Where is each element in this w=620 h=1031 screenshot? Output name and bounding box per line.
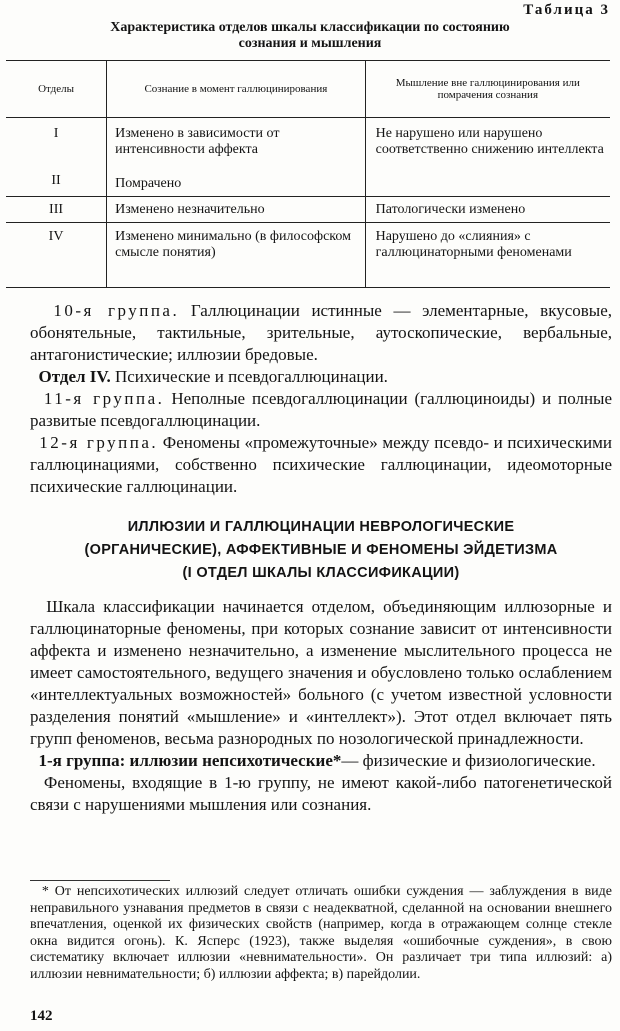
scale-text: Шкала классификации начинается отделом, объединяющим иллюзорные и галлюцинаторные феномены, при которых сознание зависит от интенсивности аффекта и изменено незначительно, а изменение мыслительного процесса не имеет самостоятельного, ведущего значения и обусловлено только ослаблением «интеллектуальных возможностей» больного (с учетом известной условности разделения понятий «мышление» и «интеллект»). Этот отдел включает пять групп феноменов, весьма разнородных по нозологической принадлежности. — [30, 597, 613, 748]
heading-line3: (I ОТДЕЛ ШКАЛЫ КЛАССИФИКАЦИИ) — [182, 565, 460, 581]
cell-dept: I — [53, 126, 59, 141]
table-header-row — [6, 61, 610, 118]
header-thinking: Мышление вне галлюцинирования или помрачения сознания — [365, 61, 610, 118]
paragraph-scale — [30, 596, 612, 750]
cell-thinking-merged: Не нарушено или нарушено соответственно снижению интеллекта — [365, 118, 610, 197]
footnote — [30, 884, 612, 984]
cell-dept: IV — [6, 223, 107, 288]
table-row — [6, 197, 610, 223]
lower-text-block — [30, 596, 612, 816]
table-title — [30, 20, 590, 52]
group-10-label: 10-я группа. — [53, 301, 180, 320]
group-12-label: 12-я группа. — [39, 433, 159, 452]
dept-4-label: Отдел IV. — [38, 367, 111, 386]
cell-consciousness: Изменено минимально (в философском смысле понятия) — [107, 223, 366, 288]
table-title-line2: сознания и мышления — [238, 36, 382, 51]
paragraph-group-12 — [30, 432, 612, 498]
table-number-label: Таблица 3 — [523, 2, 610, 18]
classification-table — [6, 60, 610, 288]
heading-line1: ИЛЛЮЗИИ И ГАЛЛЮЦИНАЦИИ НЕВРОЛОГИЧЕСКИЕ — [127, 519, 515, 535]
group-11-label: 11-я группа. — [43, 389, 165, 408]
table-title-line1: Характеристика отделов шкалы классификации по состоянию — [110, 20, 510, 35]
cell-dept: III — [6, 197, 107, 223]
section-heading — [30, 516, 612, 585]
cell-thinking: Патологически изменено — [365, 197, 610, 223]
paragraph-group-1 — [30, 750, 612, 772]
cell-thinking: Нарушено до «слияния» с галлюцинаторными феноменами — [365, 223, 610, 288]
group-1-label: 1-я группа: иллюзии непсихотические* — [38, 751, 342, 770]
dept-4-text: Психические и псевдогаллюцинации. — [114, 367, 388, 386]
cell-dept: II — [51, 173, 61, 188]
paragraph-dept-4 — [30, 366, 612, 388]
group-1-text: — физические и физиологические. — [341, 751, 596, 770]
group-11-text: Неполные псевдогаллюцинации (галлюциноиды) и полные развитые псевдогаллюцинации. — [30, 389, 613, 430]
paragraph-group-10 — [30, 300, 612, 366]
group-12-text: Феномены «промежуточные» между псевдо- и психическими галлюцинациями, собственно психические галлюцинации, идеомоторные психические галлюцинации. — [30, 433, 612, 496]
footnote-divider — [30, 880, 170, 881]
paragraph-phenomena — [30, 772, 612, 816]
cell-consciousness: Изменено в зависимости от интенсивности аффекта — [107, 118, 366, 173]
header-departments: Отделы — [6, 61, 107, 118]
footnote-text: * От непсихотических иллюзий следует отличать ошибки суждения — заблуждения в виде неправильного узнавания предметов в связи с неадекватной, сделанной на основании внешнего впечатления, оценкой их физических свойств (например, когда в отражающем солнце стекле окна видится огонь). К. Ясперс (1923), также выделяя «ошибочные суждения», в свою систематику включает иллюзии «невнимательности». Он различает три типа иллюзий: а) иллюзии невнимательности; б) иллюзии аффекта; в) парейдолии. — [30, 884, 613, 982]
page-number: 142 — [30, 1008, 53, 1024]
phenomena-text: Феномены, входящие в 1-ю группу, не имеют какой-либо патогенетической связи с нарушениями мышления или сознания. — [30, 773, 613, 814]
cell-consciousness: Помрачено — [107, 172, 366, 197]
group-10-text: Галлюцинации истинные — элементарные, вкусовые, обонятельные, тактильные, зрительные, аутоскопические, вербальные, антагонистические; иллюзии бредовые. — [30, 301, 613, 364]
upper-text-block — [30, 300, 612, 498]
heading-line2: (ОРГАНИЧЕСКИЕ), АФФЕКТИВНЫЕ И ФЕНОМЕНЫ ЭЙДЕТИЗМА — [84, 542, 558, 558]
table-row — [6, 118, 610, 173]
cell-consciousness: Изменено незначительно — [107, 197, 366, 223]
header-consciousness: Сознание в момент галлюцинирования — [107, 61, 366, 118]
paragraph-group-11 — [30, 388, 612, 432]
table-row — [6, 223, 610, 288]
